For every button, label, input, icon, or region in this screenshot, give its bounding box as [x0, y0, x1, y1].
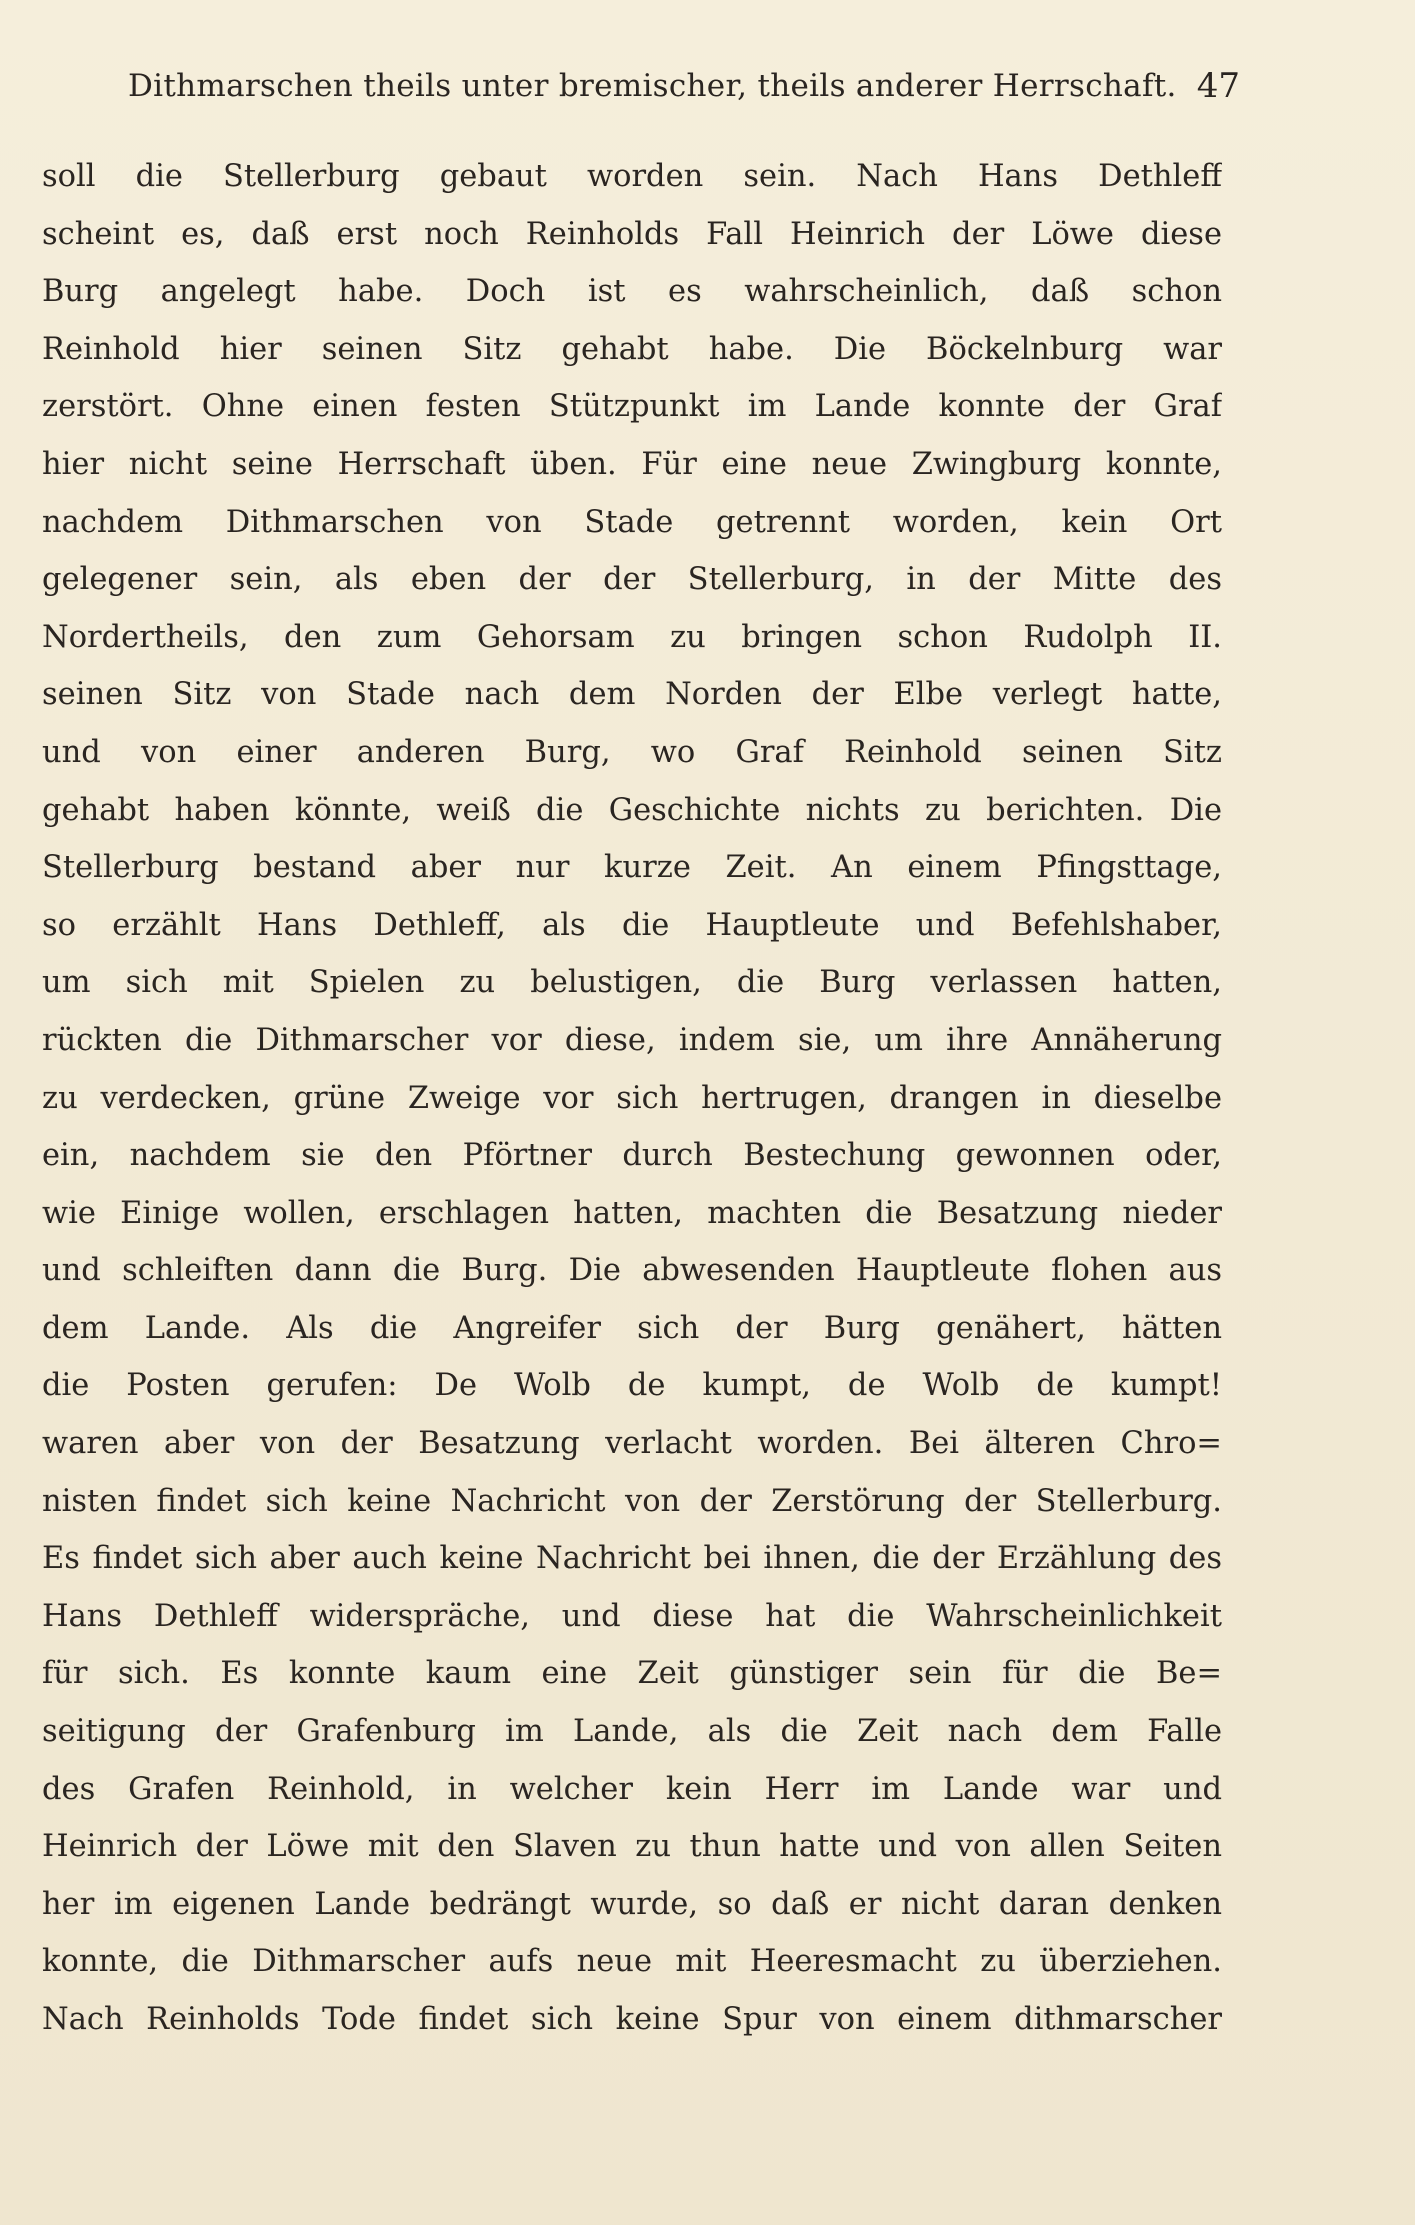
text-line: gehabt haben könnte, weiß die Geschichte nichts zu berichten. Die [42, 792, 1222, 828]
text-line: hier nicht seine Herrschaft üben. Für eine neue Zwingburg konnte, [42, 446, 1222, 482]
text-line: des Grafen Reinhold, in welcher kein Herr im Lande war und [42, 1771, 1222, 1807]
text-line: Nordertheils, den zum Gehorsam zu bringen schon Rudolph II. [42, 619, 1222, 655]
text-line: Burg angelegt habe. Doch ist es wahrscheinlich, daß schon [42, 274, 1222, 310]
text-line: her im eigenen Lande bedrängt wurde, so daß er nicht daran denken [42, 1886, 1222, 1922]
text-line: und von einer anderen Burg, wo Graf Reinhold seinen Sitz [42, 734, 1222, 770]
text-line: so erzählt Hans Dethleff, als die Hauptleute und Befehlshaber, [42, 907, 1222, 943]
text-line: seitigung der Grafenburg im Lande, als die Zeit nach dem Falle [42, 1714, 1222, 1750]
text-line: soll die Stellerburg gebaut worden sein. Nach Hans Dethleff [42, 159, 1222, 194]
body-text [42, 148, 1222, 2049]
text-line: Stellerburg bestand aber nur kurze Zeit. An einem Pfingsttage, [42, 850, 1222, 886]
text-line: Heinrich der Löwe mit den Slaven zu thun hatte und von allen Seiten [42, 1829, 1222, 1865]
text-line: seinen Sitz von Stade nach dem Norden der Elbe verlegt hatte, [42, 677, 1222, 713]
text-line: gelegener sein, als eben der der Stellerburg, in der Mitte des [42, 562, 1222, 598]
text-line: ein, nachdem sie den Pförtner durch Bestechung gewonnen oder, [42, 1138, 1222, 1174]
text-line: Es findet sich aber auch keine Nachricht bei ihnen, die der Erzählung des [42, 1541, 1222, 1577]
text-line: für sich. Es konnte kaum eine Zeit günstiger sein für die Be= [42, 1656, 1222, 1692]
text-line: nachdem Dithmarschen von Stade getrennt worden, kein Ort [42, 504, 1222, 540]
text-line: zerstört. Ohne einen festen Stützpunkt im Lande konnte der Graf [42, 389, 1222, 425]
text-line: dem Lande. Als die Angreifer sich der Burg genähert, hätten [42, 1310, 1222, 1346]
running-title: Dithmarschen theils unter bremischer, theils anderer Herrschaft. [128, 68, 1177, 104]
text-line: die Posten gerufen: De Wolb de kumpt, de Wolb de kumpt! [42, 1368, 1222, 1404]
text-line: konnte, die Dithmarscher aufs neue mit Heeresmacht zu überziehen. [42, 1944, 1222, 1980]
text-line: um sich mit Spielen zu belustigen, die Burg verlassen hatten, [42, 965, 1222, 1001]
text-line: scheint es, daß erst noch Reinholds Fall Heinrich der Löwe diese [42, 216, 1222, 252]
text-line: und schleiften dann die Burg. Die abwesenden Hauptleute flohen aus [42, 1253, 1222, 1289]
page-number: 47 [1196, 66, 1240, 106]
text-line: rückten die Dithmarscher vor diese, indem sie, um ihre Annäherung [42, 1022, 1222, 1058]
text-line: Nach Reinholds Tode findet sich keine Spur von einem dithmarscher [42, 2002, 1222, 2037]
text-line: Hans Dethleff widerspräche, und diese hat die Wahrscheinlichkeit [42, 1598, 1222, 1634]
text-line: waren aber von der Besatzung verlacht worden. Bei älteren Chro= [42, 1426, 1222, 1462]
text-line: nisten findet sich keine Nachricht von der Zerstörung der Stellerburg. [42, 1483, 1222, 1519]
text-line: Reinhold hier seinen Sitz gehabt habe. Die Böckelnburg war [42, 331, 1222, 367]
text-line: wie Einige wollen, erschlagen hatten, machten die Besatzung nieder [42, 1195, 1222, 1231]
text-line: zu verdecken, grüne Zweige vor sich hertrugen, drangen in dieselbe [42, 1080, 1222, 1116]
